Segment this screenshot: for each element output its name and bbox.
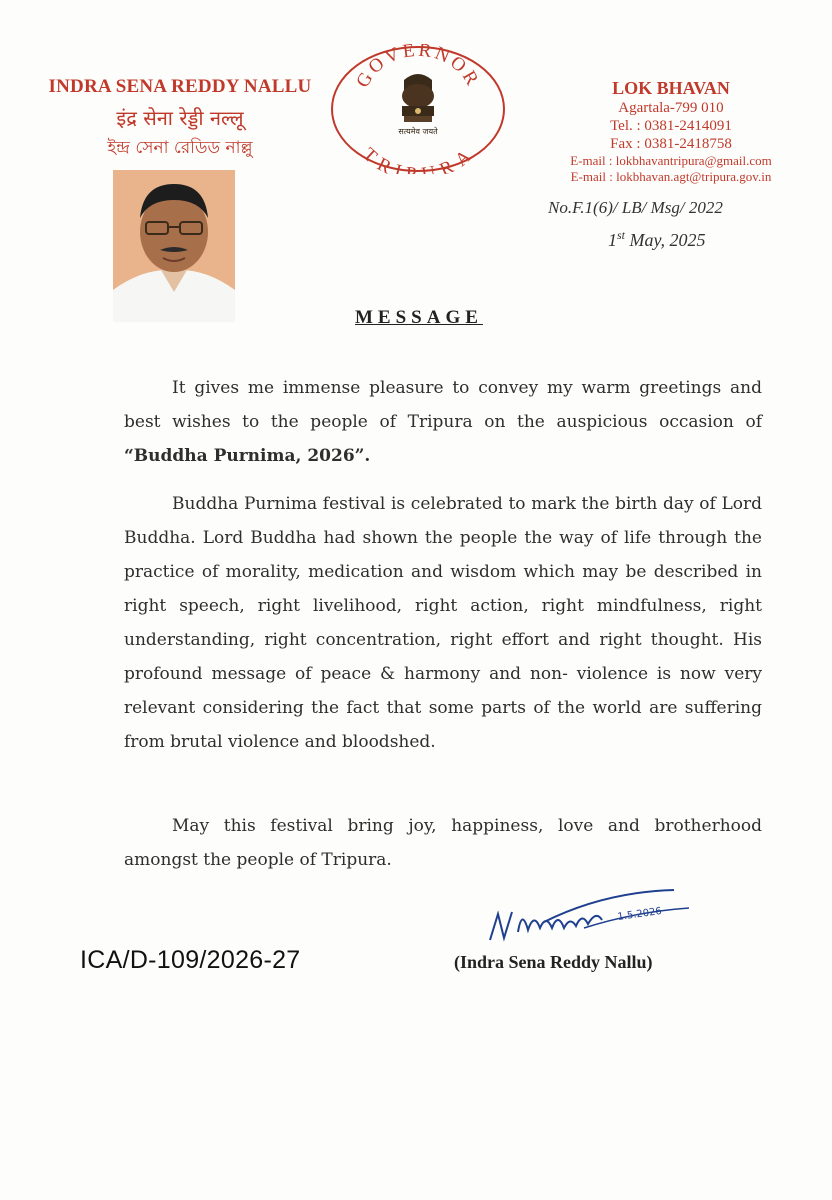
office-address: Agartala-799 010 [618, 100, 724, 116]
ica-number: ICA/D-109/2026-27 [80, 946, 301, 974]
governor-name-hindi: इंद्र सेना रेड्डी नल्लू [116, 106, 244, 130]
handwritten-signature [484, 882, 704, 952]
svg-text:TRIPURA [358, 144, 477, 174]
message-paragraph-2 [124, 487, 762, 759]
office-fax: Fax : 0381-2418758 [610, 136, 732, 152]
office-email-1: E-mail : lokbhavantripura@gmail.com [570, 153, 772, 168]
office-email-2: E-mail : lokbhavan.agt@tripura.gov.in [570, 169, 772, 184]
governor-seal [328, 44, 508, 174]
governor-photo [113, 170, 235, 322]
letter-date [608, 228, 706, 251]
festival-name: “Buddha Purnima, 2026”. [124, 446, 371, 466]
date-suffix: st [617, 228, 626, 242]
reference-number: No.F.1(6)/ LB/ Msg/ 2022 [548, 198, 723, 217]
governor-name-english: INDRA SENA REDDY NALLU [48, 76, 312, 97]
seal-motto: सत्यमेव जयते [398, 127, 438, 136]
paragraph-2-text: Buddha Purnima festival is celebrated to mark the birth day of Lord Buddha. Lord Buddha had shown the people the way of life through the practice of morality, medication and wisdom which may be described in right speech, right livelihood, right action, right mindfulness, right understanding, right concentration, right effort and right thought. His profound message of peace & harmony and non- violence is now very relevant considering the fact that some parts of the world are suffering from brutal violence and bloodshed. [124, 494, 762, 752]
governor-name-bengali: ইন্দ্র সেনা রেডিড নাল্লু [107, 138, 253, 158]
seal-top-text: GOVERNOR [352, 44, 484, 92]
office-name: LOK BHAVAN [612, 78, 730, 98]
seal-bottom-text: TRI URA [358, 143, 478, 174]
date-day: 1 [608, 230, 617, 250]
message-heading: MESSAGE [355, 307, 483, 328]
signatory-name: (Indra Sena Reddy Nallu) [454, 952, 653, 972]
office-telephone: Tel. : 0381-2414091 [610, 118, 732, 134]
message-paragraph-3 [124, 809, 762, 877]
message-paragraph-1 [124, 371, 762, 473]
paragraph-3-text: May this festival bring joy, happiness, love and brotherhood amongst the people of Tripura. [124, 816, 762, 870]
letterhead-left [40, 76, 320, 163]
ashoka-emblem-icon [402, 74, 434, 122]
date-rest: May, 2025 [625, 230, 706, 250]
letterhead-right [540, 78, 802, 185]
signature-date: 1.5.2026 [616, 905, 663, 923]
paragraph-1-text: It gives me immense pleasure to convey my warm greetings and best wishes to the people of Tripura on the auspicious occasion of [124, 378, 762, 432]
